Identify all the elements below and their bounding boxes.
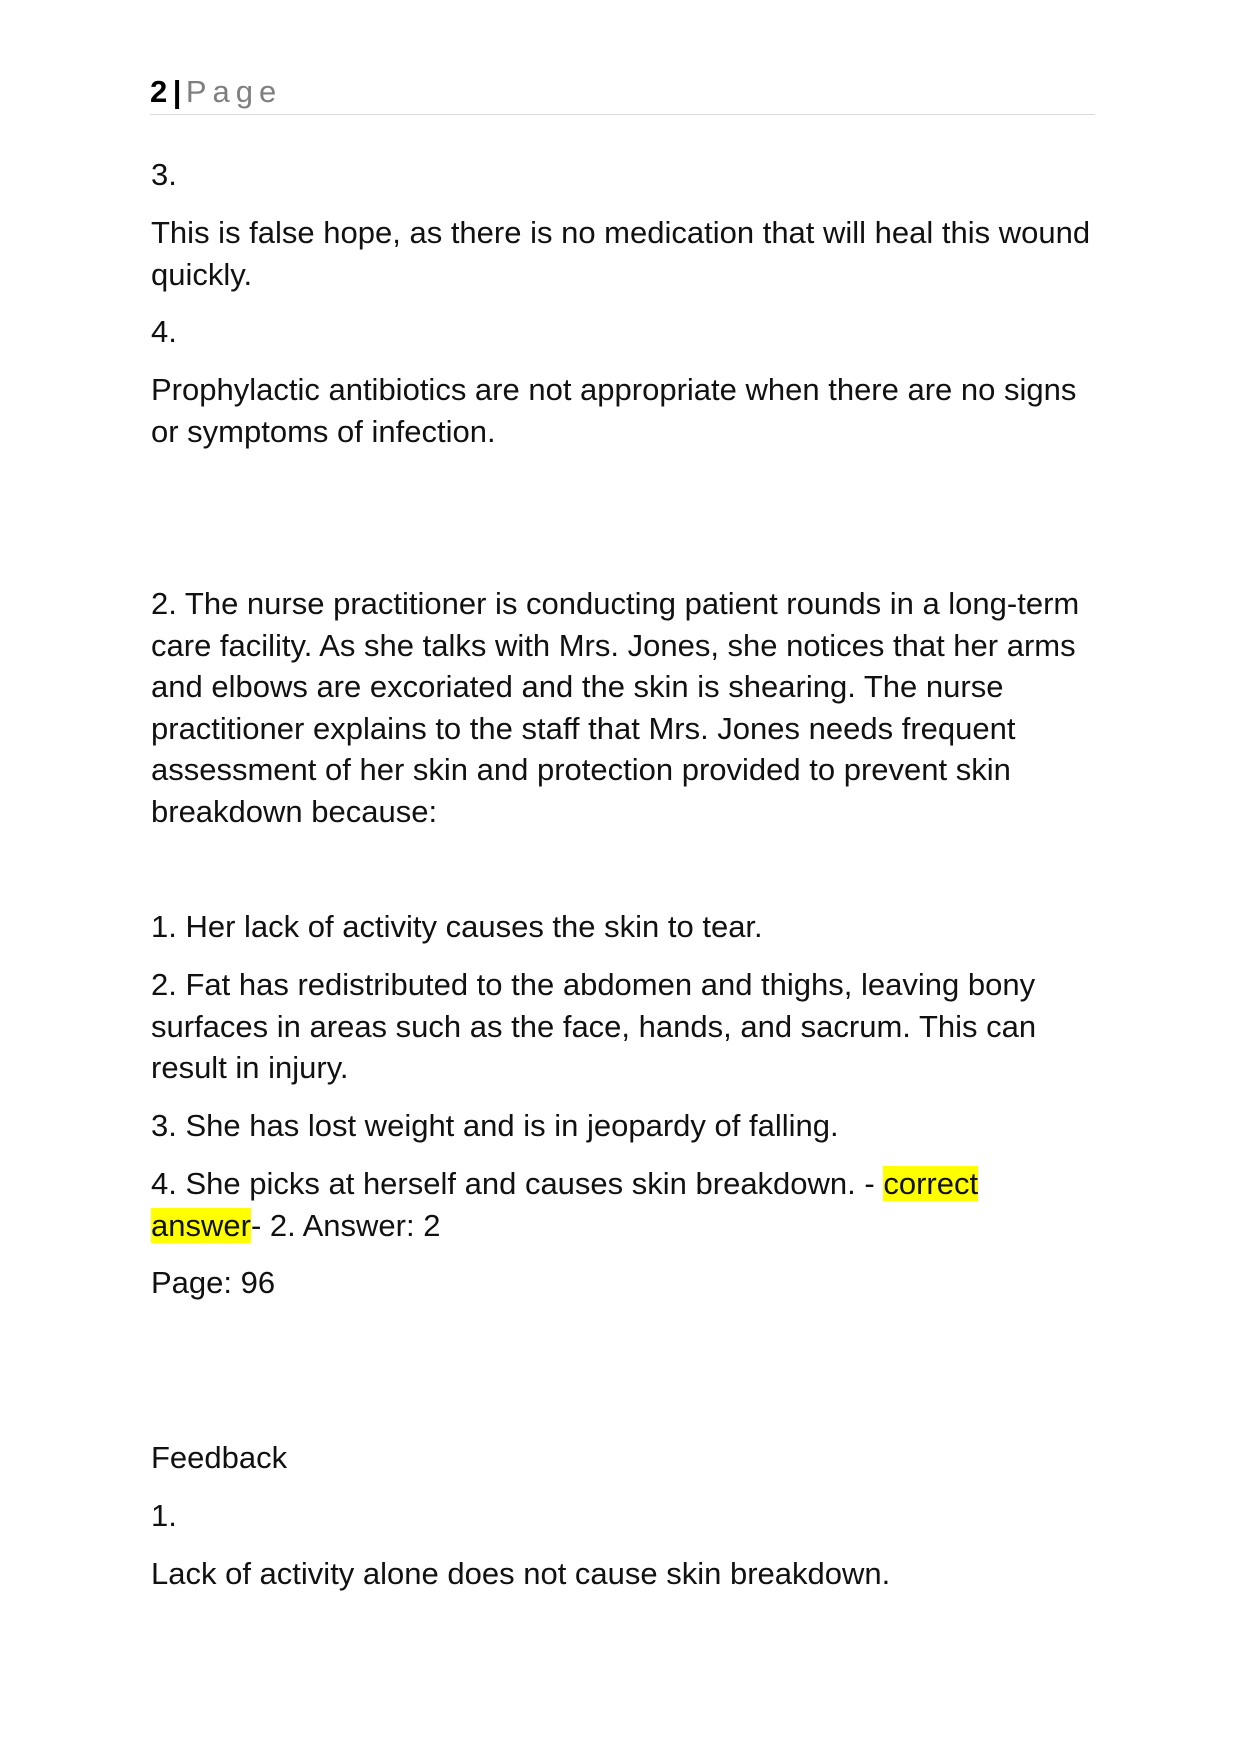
feedback-1-number: 1.	[151, 1498, 177, 1533]
choice-3: 3. She has lost weight and is in jeopardy of falling.	[151, 1108, 839, 1143]
page-reference: Page: 96	[151, 1265, 276, 1300]
question-text: 2. The nurse practitioner is conducting patient rounds in a long-term care facility. As she talks with Mrs. Jones, she notices that her arms and elbows are excoriated and the skin is shearing. The nurse practitioner explains to the staff that Mrs. Jones needs frequent assessment of her skin and protection provided to prevent skin breakdown because:	[151, 586, 1080, 829]
page-header	[150, 74, 1095, 115]
choice-2: 2. Fat has redistributed to the abdomen and thighs, leaving bony surfaces in areas such as the face, hands, and sacrum. This can result in injury.	[151, 967, 1037, 1085]
feedback-1-text: Lack of activity alone does not cause skin breakdown.	[151, 1556, 891, 1591]
choice-4	[151, 1163, 1091, 1246]
page-number: 2	[150, 74, 169, 109]
option-4-number: 4.	[151, 314, 177, 349]
feedback-heading: Feedback	[151, 1440, 288, 1475]
option-3-feedback: This is false hope, as there is no medication that will heal this wound quickly.	[151, 215, 1091, 292]
page-label: Page	[185, 74, 283, 109]
choice-1: 1. Her lack of activity causes the skin to tear.	[151, 909, 763, 944]
option-4-feedback: Prophylactic antibiotics are not appropriate when there are no signs or symptoms of infection.	[151, 372, 1077, 449]
option-3-number: 3.	[151, 157, 177, 192]
header-separator: |	[172, 74, 182, 109]
correct-answer-highlight: correct answer	[151, 1166, 979, 1243]
answer-text: - 2. Answer: 2	[250, 1207, 441, 1243]
choice-4-text: 4. She picks at herself and causes skin breakdown. -	[151, 1166, 884, 1201]
